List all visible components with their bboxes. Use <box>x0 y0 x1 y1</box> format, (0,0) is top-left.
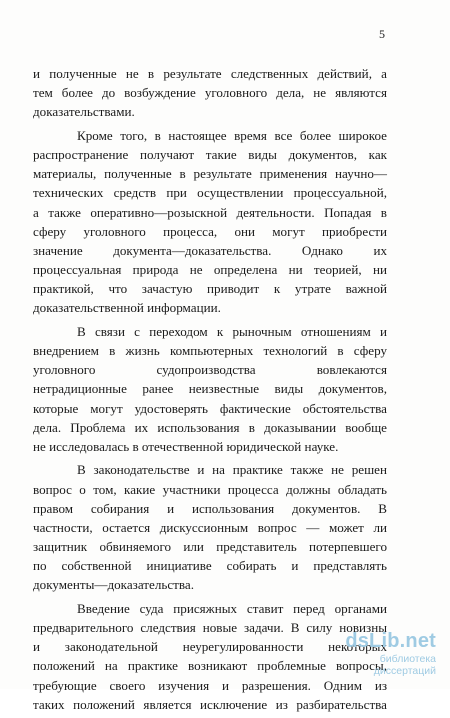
text-line: положений на практике возникают проблемные вопросы, <box>33 658 387 674</box>
text-line: значение документа—доказательства. Однако их <box>33 242 387 258</box>
text-line: и полученные не в результате следственных действий, а <box>33 66 387 81</box>
body-text <box>33 64 387 718</box>
text-line: вопрос о том, какие участники процесса должны обладать <box>33 481 387 497</box>
dslib-watermark <box>332 630 436 677</box>
watermark-logo: dsLib.net <box>345 630 436 652</box>
text-line: не исследовалась в отечественной юридической науке. <box>33 438 339 454</box>
text-line: дела. Проблема их использования в доказывании вообще <box>33 419 387 435</box>
page-number: 5 <box>379 27 385 41</box>
text-line: нетрадиционные ранее неизвестные виды документов, <box>33 381 387 397</box>
paragraph-2 <box>33 126 387 318</box>
text-line: защитник обвиняемого или представитель потерпевшего <box>33 539 387 555</box>
text-line: внедрением в жизнь компьютерных технологий в сферу <box>33 343 387 358</box>
watermark-subtitle: библиотека диссертаций <box>373 653 436 677</box>
paragraph-1 <box>33 64 387 122</box>
text-line: и законодательной неурегулированности некоторых <box>33 639 387 655</box>
text-line: процессуальная природа не определена ни теорией, ни <box>33 262 387 278</box>
text-line: Кроме того, в настоящее время все более широкое <box>77 127 387 143</box>
text-line: доказательственной информации. <box>33 300 221 316</box>
text-line: доказательствами. <box>33 104 135 120</box>
text-line: материалы, полученные в результате применения научно— <box>33 166 387 182</box>
text-line: по собственной инициативе собирать и представлять <box>33 558 387 574</box>
text-line: В связи с переходом к рыночным отношениям и <box>77 323 387 339</box>
text-line: В законодательстве и на практике также не решен <box>77 462 387 478</box>
text-line: которые могут удостоверять фактические обстоятельства <box>33 400 387 416</box>
text-line: таких положений является исключение из разбирательства <box>33 696 387 712</box>
text-line: практикой, что зачастую приводит к утрате важной <box>33 281 387 297</box>
paragraph-3 <box>33 322 387 456</box>
text-line: уголовного судопроизводства вовлекаются <box>33 362 387 378</box>
text-line: правом собирания и использования документов. В <box>33 500 387 516</box>
text-line: а также оперативно—розыскной деятельности. Попадая в <box>33 204 387 220</box>
text-line: предварительного следствия новые задачи. В силу новизны <box>33 620 387 635</box>
text-line: документы—доказательства. <box>33 577 194 593</box>
text-line: тем более до возбуждение уголовного дела, не являются <box>33 85 387 101</box>
paragraph-4 <box>33 460 387 594</box>
text-line: сферу уголовного процесса, они могут приобрести <box>33 223 387 239</box>
text-line: Введение суда присяжных ставит перед органами <box>77 600 387 616</box>
text-line: требующие своего изучения и разрешения. Одним из <box>33 677 387 693</box>
text-line: частности, остается дискуссионным вопрос — может ли <box>33 519 387 535</box>
text-line: распространение получают такие виды документов, как <box>33 146 387 162</box>
text-line: технических средств при осуществлении процессуальной, <box>33 185 387 201</box>
